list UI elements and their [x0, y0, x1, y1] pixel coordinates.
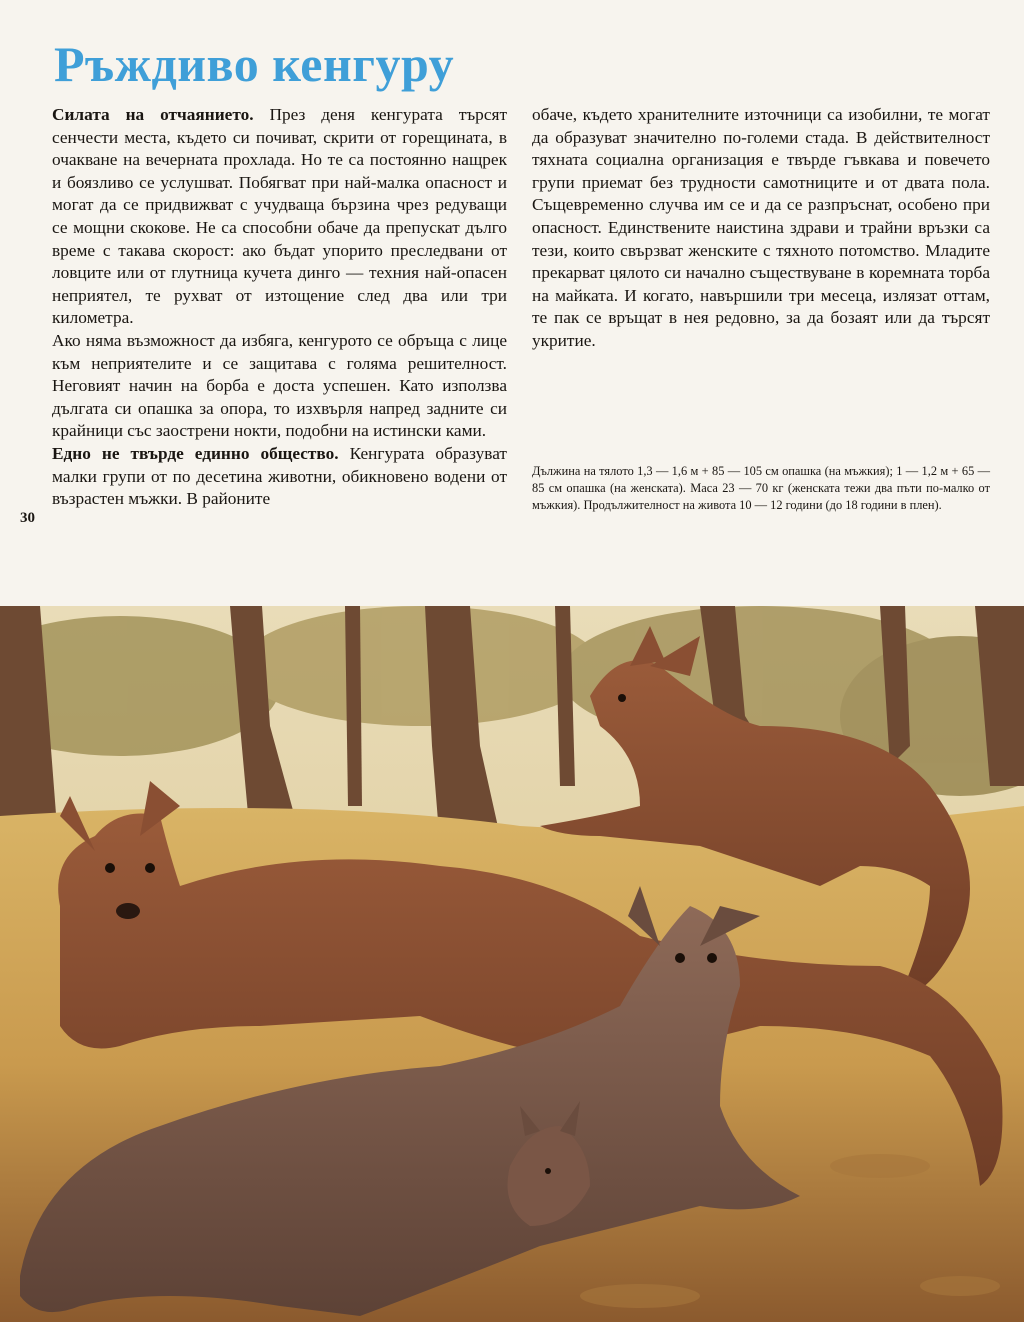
section-heading: Силата на отчаянието.: [52, 105, 254, 124]
species-caption: Дължина на тялото 1,3 — 1,6 м + 85 — 105 см опашка (на мъжкия); 1 — 1,2 м + 65 — 85 см опашка (на женската). Маса 23 — 70 кг (женската тежи два пъти по-малко от мъжкия). Продължителност на живота 10 — 12 години (до 18 години в плен).: [532, 464, 990, 512]
paragraph-text: Ако няма възможност да избяга, кенгурото се обръща с лице към неприятелите и се защитава с голяма решителност. Неговият начин на борба е доста успешен. Като използва дългата си опашка за опора, то изхвърля напред задните си крайници със заострени нокти, подобни на истински ками.: [52, 330, 507, 441]
page-title: Ръждиво кенгуру: [54, 36, 455, 92]
paragraph-text: През деня кенгурата търсят сенчести места, където си почиват, скрити от горещината, в очакване на вечерната прохлада. Но те са постоянно нащрек и боязливо се услушват. Побягват при най-малка опасност и могат да се придвижват с учудваща бързина чрез редуващи се мощни скокове. Не са способни обаче да препускат дълго време с такава скорост: ако бъдат упорито преследвани от ловците или от глутница кучета динго — техния най-опасен неприятел, те рухват от изтощение след два или три километра.: [52, 105, 507, 328]
right-column: [532, 104, 990, 353]
paragraph-text: Кенгурата образуват малки групи от по десетина животни, обикновено водени от възрастен мъжки. В районите: [52, 443, 507, 509]
paragraph-society: [52, 443, 507, 511]
section-heading: Едно не твърде единно общество.: [52, 443, 339, 463]
paragraph-desperation: [52, 104, 507, 330]
paragraph-defense: [52, 330, 507, 443]
paragraph-continuation: обаче, където хранителните източници са изобилни, те могат да образуват значително по-големи стада. В действителност тяхната социална организация е твърде гъвкава и повечето групи приемат без трудности самотниците и от двата пола. Същевременно случва им се и да се разпръснат, особено при опасност. Единствените наистина здрави и трайни връзки са тези, които свързват женските с тяхното потомство. Младите прекарват цялото си начално съществуване в коремната торба на майката. И когато, навършили три месеца, излязат оттам, те пак се връщат в нея редовно, за да бозаят или да търсят укритие.: [532, 105, 990, 350]
left-column: [52, 104, 507, 511]
kangaroo-illustration: [0, 606, 1024, 1322]
page-number: 30: [20, 510, 35, 526]
